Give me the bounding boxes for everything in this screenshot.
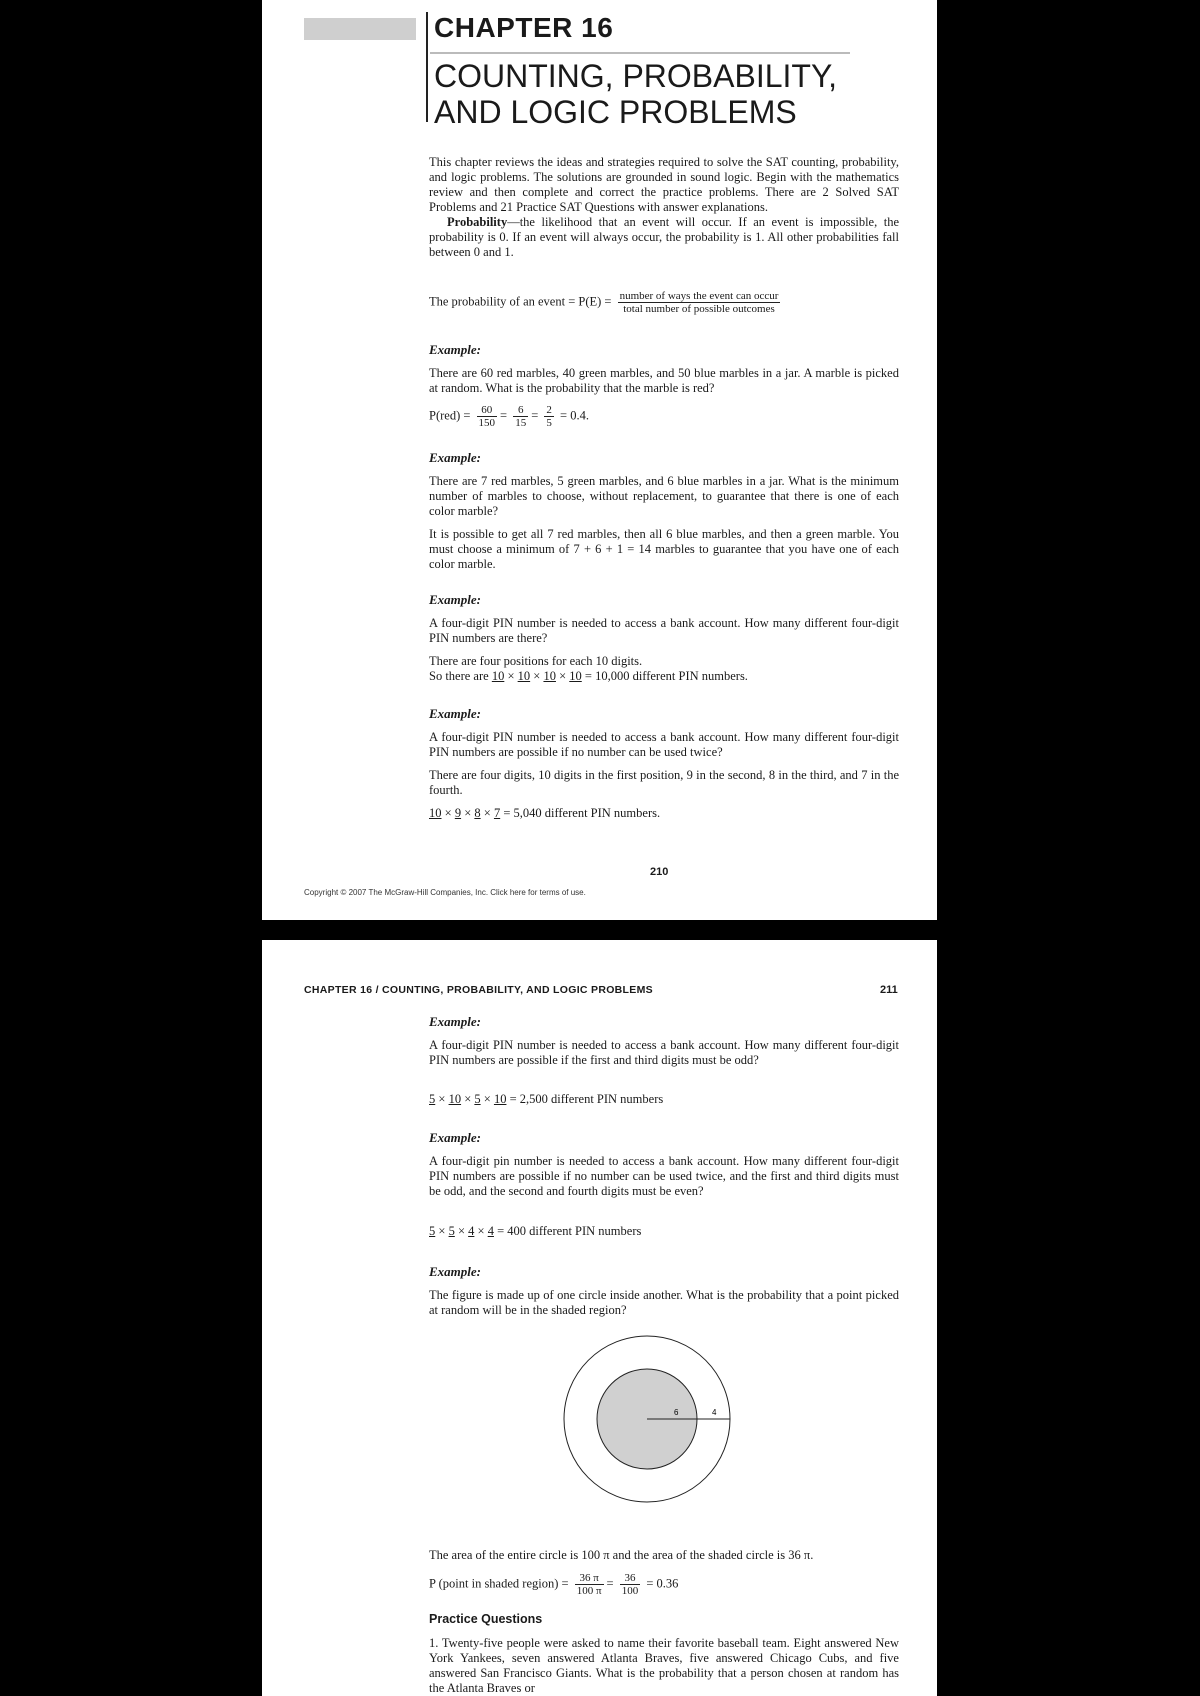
numerator: 36 xyxy=(620,1572,641,1585)
digit-count: 5 xyxy=(474,1092,481,1106)
page-number: 211 xyxy=(880,984,898,996)
chapter-title xyxy=(434,58,874,130)
example-5-result: = 2,500 different PIN numbers xyxy=(509,1092,664,1106)
formula-numerator: number of ways the event can occur xyxy=(619,290,779,302)
inner-radius-label: 6 xyxy=(674,1408,679,1417)
digit-count: 9 xyxy=(454,806,462,820)
example-1-label: Example: xyxy=(429,342,481,357)
example-1-fraction-1 xyxy=(477,404,498,429)
formula-lhs: The probability of an event = P(E) = xyxy=(429,294,612,309)
intro-paragraph xyxy=(429,155,899,260)
document-page-210 xyxy=(262,0,937,920)
chapter-header-bar xyxy=(304,18,416,40)
digit-count: 10 xyxy=(543,669,556,683)
example-4-solution: 10 × 9 × 8 × 7 = 5,040 different PIN numbers. xyxy=(429,806,661,820)
example-6-solution: 5 × 5 × 4 × 4 = 400 different PIN numbers xyxy=(429,1224,642,1238)
example-5-text: A four-digit PIN number is needed to access a bank account. How many different four-digit PIN numbers are possible if the first and third digits must be odd? xyxy=(429,1038,899,1067)
chapter-header-rule xyxy=(426,12,428,122)
chapter-title-line-1: COUNTING, PROBABILITY, xyxy=(434,58,838,94)
digit-count: 10 xyxy=(493,1092,507,1106)
area-fraction-1 xyxy=(575,1572,604,1597)
practice-questions-heading: Practice Questions xyxy=(429,1612,543,1626)
document-page-211 xyxy=(262,940,937,1696)
outer-radius-label: 4 xyxy=(712,1408,717,1417)
area-lhs: P (point in shaded region) = xyxy=(429,1576,569,1591)
denominator: 100 π xyxy=(576,1585,602,1597)
line-prefix: So there are xyxy=(429,669,489,683)
example-4-answer: There are four digits, 10 digits in the first position, 9 in the second, 8 in the third, and 7 in the fourth. xyxy=(429,768,899,797)
example-1-fraction-3 xyxy=(544,404,554,429)
digit-count: 10 xyxy=(429,806,442,820)
example-2-label: Example: xyxy=(429,450,481,465)
digit-count: 8 xyxy=(474,806,481,820)
denominator: 15 xyxy=(515,417,527,429)
area-fraction-2 xyxy=(620,1572,641,1597)
probability-formula xyxy=(429,290,783,315)
example-3-text: A four-digit PIN number is needed to access a bank account. How many different four-digit PIN numbers are there? xyxy=(429,616,899,645)
area-probability: P (point in shaded region) = $\frac{36 \pi}{100 \pi}$ = $\frac{36}{100}$ = 0.36 xyxy=(429,1572,679,1597)
example-3-line-2: So there are 10 × 10 × 10 × 10 = 10,000 different PIN numbers. xyxy=(429,669,748,683)
example-2-text: There are 7 red marbles, 5 green marbles, and 6 blue marbles in a jar. What is the minimum number of marbles to choose, without replacement, to guarantee that there is one of each color marble? xyxy=(429,474,899,518)
example-1-fraction-2 xyxy=(513,404,528,429)
formula-denominator: total number of possible outcomes xyxy=(623,303,775,315)
digit-count: 10 xyxy=(517,669,531,683)
area-result: = 0.36 xyxy=(646,1576,679,1591)
running-head: CHAPTER 16 / COUNTING, PROBABILITY, AND LOGIC PROBLEMS xyxy=(304,984,653,996)
example-4-text: A four-digit PIN number is needed to access a bank account. How many different four-digit PIN numbers are possible if no number can be used twice? xyxy=(429,730,899,759)
probability-definition-text: —the likelihood that an event will occur. If an event is impossible, the probability is 0. If an event will always occur, the probability is 1. All other probabilities fall between 0 and 1. xyxy=(429,215,899,259)
example-3-label: Example: xyxy=(429,592,481,607)
example-6-result: = 400 different PIN numbers xyxy=(497,1224,642,1238)
area-statement: The area of the entire circle is 100 π and the area of the shaded circle is 36 π. xyxy=(429,1548,814,1562)
example-1-text: There are 60 red marbles, 40 green marbles, and 50 blue marbles in a jar. A marble is picked at random. What is the probability that the marble is red? xyxy=(429,366,899,395)
denominator: 150 xyxy=(478,417,496,429)
digit-count: 10 xyxy=(448,1092,462,1106)
probability-definition xyxy=(429,215,899,260)
chapter-label: CHAPTER 16 xyxy=(434,12,614,43)
denominator: 5 xyxy=(546,417,552,429)
concentric-circles-figure xyxy=(562,1334,732,1504)
example-1-solution: P(red) = $\frac{60}{150}$ = $\frac{6}{15}$ = $\frac{2}{5}$ = 0.4. xyxy=(429,404,589,429)
example-7-label: Example: xyxy=(429,1264,481,1279)
example-1-result: = 0.4. xyxy=(560,408,589,423)
practice-question-1: 1. Twenty-five people were asked to name their favorite baseball team. Eight answered New York Yankees, seven answered Atlanta Braves, five answered Chicago Cubs, and five answered San Francisco Giants. What is the probability that a person chosen at random has the Atlanta Braves or xyxy=(429,1636,899,1695)
example-2-answer: It is possible to get all 7 red marbles, then all 6 blue marbles, and then a green marble. You must choose a minimum of 7 + 6 + 1 = 14 marbles to guarantee that you have one of each color marble. xyxy=(429,527,899,571)
digit-count: 5 xyxy=(429,1224,436,1238)
digit-count: 4 xyxy=(487,1224,494,1238)
numerator: 2 xyxy=(546,404,552,416)
digit-count: 5 xyxy=(429,1092,436,1106)
probability-term: Probability xyxy=(447,215,508,229)
example-3-answer xyxy=(429,654,899,684)
numerator: 36 π xyxy=(575,1572,604,1585)
example-7-text: The figure is made up of one circle inside another. What is the probability that a point picked at random will be in the shaded region? xyxy=(429,1288,899,1317)
intro-text: This chapter reviews the ideas and strategies required to solve the SAT counting, probability, and logic problems. The solutions are grounded in sound logic. Begin with the mathematics review and then complete and correct the practice problems. There are 2 Solved SAT Problems and 21 Practice SAT Questions with answer explanations. xyxy=(429,155,899,214)
digit-count: 5 xyxy=(448,1224,455,1238)
page-number: 210 xyxy=(650,866,669,878)
example-6-label: Example: xyxy=(429,1130,481,1145)
example-3-line-1: There are four positions for each 10 digits. xyxy=(429,654,643,668)
chapter-title-line-2: AND LOGIC PROBLEMS xyxy=(434,94,797,130)
example-4-result: = 5,040 different PIN numbers. xyxy=(503,806,661,820)
line-suffix: = 10,000 different PIN numbers. xyxy=(584,669,748,683)
example-6-text: A four-digit pin number is needed to access a bank account. How many different four-digit PIN numbers are possible if no number can be used twice, and the first and third digits must be odd, and the second and fourth digits must be even? xyxy=(429,1154,899,1198)
example-4-label: Example: xyxy=(429,706,481,721)
digit-count: 10 xyxy=(569,669,582,683)
digit-count: 7 xyxy=(493,806,501,820)
copyright-notice[interactable]: Copyright © 2007 The McGraw-Hill Companies, Inc. Click here for terms of use. xyxy=(304,888,586,897)
example-5-solution: 5 × 10 × 5 × 10 = 2,500 different PIN numbers xyxy=(429,1092,664,1106)
denominator: 100 xyxy=(621,1585,639,1597)
example-5-label: Example: xyxy=(429,1014,481,1029)
numerator: 6 xyxy=(513,404,528,417)
digit-count: 4 xyxy=(468,1224,475,1238)
numerator: 60 xyxy=(477,404,498,417)
example-1-lhs: P(red) = xyxy=(429,408,471,423)
title-divider xyxy=(430,52,850,54)
digit-count: 10 xyxy=(491,669,505,683)
formula-fraction xyxy=(618,290,781,315)
